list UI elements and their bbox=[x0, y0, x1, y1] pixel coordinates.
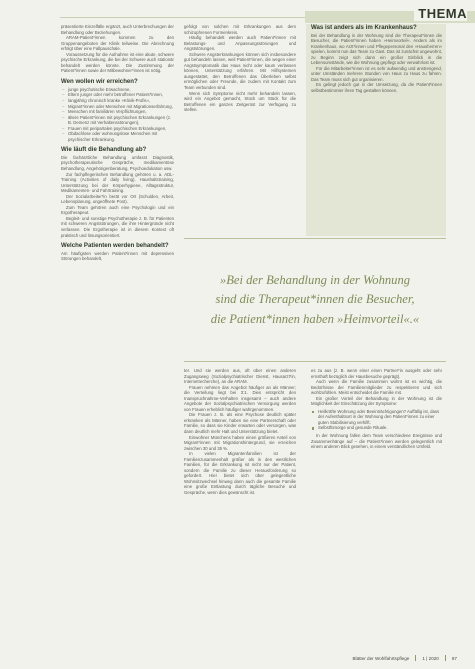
text-column-3-lower bbox=[311, 368, 442, 450]
paragraph: Zur fachpflegerischen Behandlung gehören u. a. ADL-Training (Activities of daily living), Haushaltstraining, Unterstützung bei der Körperhygiene, Alltagsstruktur, Medikamenten- und Fahrtraining. bbox=[61, 171, 174, 194]
publication-name: Blätter der Wohlfahrtspflege bbox=[352, 655, 410, 661]
list-item: – Obdachlose oder wohnungslose Menschen mit psychischer Erkrankung. bbox=[61, 131, 174, 142]
paragraph: ARAM-Patient*innen kommen zu den Gruppenangeboten der Klinik teilweise. Die Abrechnung erfolgt über eine Fallpauschale. bbox=[61, 35, 174, 52]
pull-quote bbox=[184, 238, 446, 362]
section-title: THEMA bbox=[414, 6, 467, 21]
paragraph: Wenn sich Symptome nicht mehr behandeln lassen, wird ein Angebot gemacht, Stück um Stück für die Betroffenen ein ganzes Zeitgerüst zur Verfügung zu stellen. bbox=[184, 90, 296, 113]
paragraph: Frauen nehmen das Angebot häufiger an als Männer; die Verteilung liegt bei 3:1. Dies entspricht den Inanspruchnahme-Verhalten insgesamt – auch andere Angebote der Sozialpsychiatrischen Versorgung werden von Frauen erheblich häufiger wahrgenommen. bbox=[184, 384, 296, 412]
paragraph: präsentierte Einzelfälle ergänzt, auch Unterbrechungen der Behandlung oder Beziehungen. bbox=[61, 24, 174, 35]
assessment-list bbox=[311, 409, 442, 431]
paragraph: es zu aus (z. B. wenn einer einen Partner*in ausgeht oder sehr ernsthaft bezüglich der Hausbesuche geprägt). bbox=[311, 368, 442, 379]
pull-quote-line: die Patient*innen haben »Heimvorteil«.« bbox=[210, 311, 420, 326]
issue-number: 1 | 2020 bbox=[422, 655, 439, 661]
list-item: – Frauen mit peripartalen psychischen Erkrankungen, bbox=[61, 126, 174, 132]
paragraph: Der Sozialarbeiter*in berät vor Ort (Schulden, Arbeit, Lebensplanung, ungeöffnete Post). bbox=[61, 193, 174, 205]
list-item: – junge psychotische Erwachsene, bbox=[61, 87, 174, 93]
paragraph: Häufig behandelt werden auch Patient*innen mit Belastungs- und Anpassungsstörungen und Angststörungen. bbox=[184, 35, 296, 52]
paragraph: Ein großer Vorteil der Behandlung in der Wohnung ist die Möglichkeit der Einschätzung der Symptome: bbox=[311, 395, 442, 407]
page-number: 87 bbox=[451, 655, 457, 661]
pull-quote-line: sind die Therapeut*innen die Besucher, bbox=[215, 292, 415, 307]
paragraph: Am häufigsten werden Patient*innen mit depressiven Störungen behandelt, bbox=[61, 250, 174, 262]
pull-quote-line: »Bei der Behandlung in der Wohnung bbox=[219, 272, 411, 287]
paragraph: Es gelingt jedoch gut in der Umsetzung, da die Patient*innen selbstbestimmter ihren Tag gestalten können. bbox=[311, 82, 442, 93]
list-item: – ältere Patient*innen mit psychischen Erkrankungen (z. B. Demenz mit Verhaltensstörungen), bbox=[61, 115, 174, 126]
subheading: Wen wollen wir erreichen? bbox=[61, 77, 138, 85]
paragraph: Voraussetzung für die Aufnahme ist eine akute, schwere psychische Erkrankung, die bei der Schwere auch stationär behandelt werden könnte. Die Zustimmung der Patient*innen sowie der Mitbewohner*innen ist nötig. bbox=[61, 51, 174, 74]
subheading: Was ist anders als im Krankenhaus? bbox=[311, 24, 417, 31]
paragraph: In der Wohnung fallen dem Team verschiedene Ereignisse und Zusammenhänge auf – die Patient*innen werden gelegentlich mit einem anderen Blick gesehen, in einem verständlichen Umfeld. bbox=[311, 433, 442, 450]
paragraph: Bei der Behandlung in der Wohnung sind die Therapeut*innen die Besucher, die Patient*innen haben »Heimvorteil«. Anders als im Krankenhaus, wo Arzt*innen und Pflegepersonal den »Hausherren« spielen, kommt nun das Team zu Gast. Das ist zunächst ungewohnt, zu Beginn zeigt sich dann ein großer Einblick in die Lebensumstände, wie die Wohnung gepflegt oder verwahrlost ist. bbox=[311, 32, 442, 66]
list-item: – Eltern junger oder mehr betroffener Patient*innen, bbox=[61, 92, 174, 98]
subheading: Welche Patienten werden behandelt? bbox=[61, 242, 169, 250]
paragraph: Auch wenn die Familie zusammen wohnt ist es wichtig, die Bedürfnisse der Familienmitglieder zu respektieren und sich wohlzufühlen. Meist entscheidet die Familie mit. bbox=[311, 379, 442, 396]
text-column-1 bbox=[61, 24, 174, 262]
list-item: Selbstfürsorge und gesunde Rituale. bbox=[311, 425, 442, 431]
paragraph: Für die Mitarbeiter*innen ist es sehr aufwendig und anstrengend, unter Umständen mehrere Stunden von Haus zu Haus zu fahren. Das Team muss sich gut organisieren. bbox=[311, 65, 442, 82]
list-item: – Menschen mit familiären Verpflichtungen, bbox=[61, 109, 174, 115]
subheading: Wie läuft die Behandlung ab? bbox=[61, 146, 147, 154]
paragraph: In vielen Migrantenfamilien ist der Familienzusammenhalt größer als in den westlichen Familien, für die Erkrankung ist nicht nur der Patient, sondern die Familie zu dieser Herausforderung so gefordert. Hier bietet sich über gelegentliche Wohnsitzwechsel hinweg dann auch die gesamte Familie eine große Entlastung durch tägliche Besuche und Gespräche, wenn dies gewünscht ist. bbox=[184, 451, 296, 496]
text-column-2-lower bbox=[184, 368, 296, 496]
list-item: – Migrant*innen oder Menschen mit Migrationserfahrung, bbox=[61, 104, 174, 110]
paragraph: Zum Team gehören auch eine Psychologin und ein Ergotherapeut. bbox=[61, 204, 174, 216]
paragraph: Begleit- und sonstige Psychotherapie z. B. für Patienten mit schweren Angststörungen, die ihre Hintergründe nicht verlassen. Die Ergotherapie ist in diesem Kontext oft praktisch und lösungsorientiert. bbox=[61, 215, 174, 238]
paragraph: Die Frauen z. B. als eine Psychose deutlich später erkranken als Männer, haben sie eine Partnerschaft oder Familie, so dass sie Kinder erwarten oder versorgen, was dann deutlich mehr Halt und Unterstützung bietet. bbox=[184, 412, 296, 435]
paragraph: Die fachärztliche Behandlung umfasst Diagnostik, psychotherapeutische Gespräche, medikamentöse Behandlung, Angehörigenberatung, Psychoedukation usw. bbox=[61, 154, 174, 171]
paragraph: gefolgt von solchen mit Erkrankungen aus dem schizophrenen Formenkreis. bbox=[184, 24, 296, 35]
footer-divider bbox=[415, 655, 416, 661]
paragraph: Einwohner Münchens haben einen größeren Anteil von Migrant*innen mit Migrationshintergrund, sie erreichen zwischen 30 und 35 %. bbox=[184, 434, 296, 451]
paragraph: Schwere Angsterkrankungen können sich insbesondere gut behandeln lassen, weil Patient*innen, die wegen einer Angstsymptomatik das Haus nicht oder kaum verlassen können, Unterstützung erfahren. Mit Hilfsystemen ausgestattet, den Betroffenen das Überleben selbst ermöglichen oder Freunde, die zudem mit Kontakt zum Team verbunden sind. bbox=[184, 51, 296, 91]
page-footer bbox=[352, 655, 457, 661]
paragraph: ter. Und sie werden aus, oft über einen anderen Zugangsweg (Sozialpsychiatrischer Dienst, Hausarzt*in, Internetrecherche), an die ARAM. bbox=[184, 368, 296, 385]
text-column-2 bbox=[184, 24, 296, 113]
text-column-3 bbox=[311, 24, 442, 94]
target-group-list bbox=[61, 87, 174, 142]
list-item: Heilkräfte Wohnung oder Beeinträchtigungen? Auffällig ist, dass der Aufenthaltsort in der Wohnung den Patient*innen zu einer guten Stabilisierung verhilft. bbox=[311, 409, 442, 426]
list-item: – langjährig chronisch kranke »Klinik-Profis«, bbox=[61, 98, 174, 104]
footer-divider bbox=[445, 655, 446, 661]
